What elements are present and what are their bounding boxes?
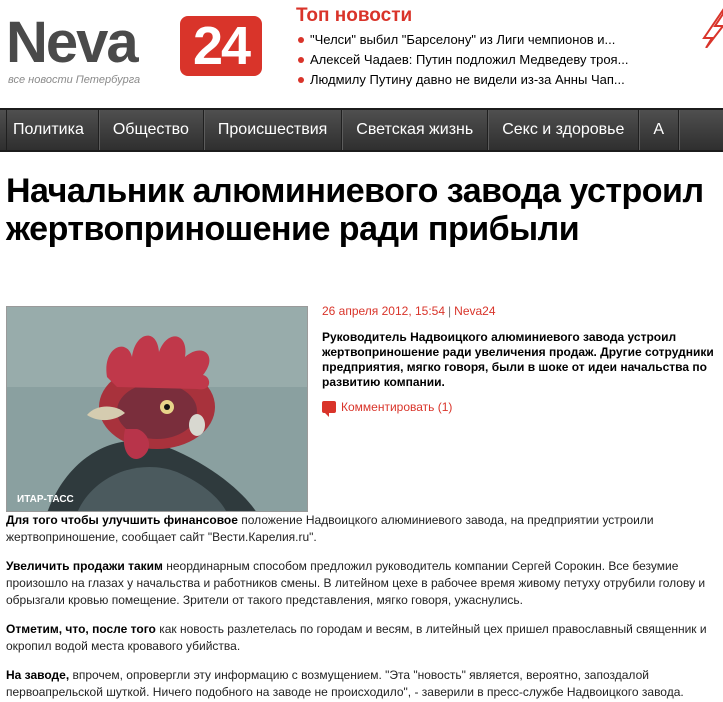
- article-lead: Руководитель Надвоицкого алюминиевого завода устроил жертвоприношение ради увеличения продаж. Другие сотрудники предприятия, мягко говоря, были в шоке от идеи начальства по развитию компании.: [322, 330, 714, 389]
- top-news-item[interactable]: [296, 30, 716, 50]
- nav-item-sex-health[interactable]: Секс и здоровье: [488, 110, 639, 150]
- red-dot-icon: [298, 37, 304, 43]
- top-news-link[interactable]: Алексей Чадаев: Путин подложил Медведеву троя...: [310, 52, 629, 67]
- top-news-block: [296, 4, 716, 90]
- article-meta: [322, 304, 496, 318]
- top-news-list: [296, 30, 716, 90]
- paragraph-text: положение Надвоицкого алюминиевого завода, на предприятии устроили жертвоприношение, сообщает сайт "Вести.Карелия.ru".: [6, 513, 654, 544]
- paragraph-text: неординарным способом предложил руководитель компании Сергей Сорокин. Все безумие произошло на глазах у начальства и работников смены. В литейном цехе в рабочее время живому петуху отрубили голову и обрызгали кровью помещение. Зрители от такого представления, мягко говоря, ужаснулись.: [6, 559, 706, 607]
- speech-bubble-icon: [322, 401, 336, 413]
- top-news-item[interactable]: [296, 50, 716, 70]
- nav-item-social-life[interactable]: Светская жизнь: [342, 110, 488, 150]
- main-nav: [0, 108, 723, 152]
- paragraph-text: впрочем, опровергли эту информацию с возмущением. "Эта "новость" является, вероятно, запоздалой первоапрельской шуткой. Ничего подобного на заводе не происходило", - заверили в пресс-службе Надвоицкого завода.: [6, 668, 684, 699]
- article-headline: Начальник алюминиевого завода устроил жертвоприношение ради прибыли: [6, 172, 704, 248]
- top-news-title: Топ новости: [296, 5, 413, 26]
- logo-number-badge: 24: [180, 16, 262, 76]
- site-logo[interactable]: [4, 6, 266, 92]
- article-source[interactable]: Neva24: [454, 304, 496, 318]
- nav-item-more[interactable]: А: [639, 110, 679, 150]
- article-paragraph: [6, 558, 718, 609]
- logo-wordmark: Neva: [6, 10, 137, 75]
- red-dot-icon: [298, 57, 304, 63]
- top-news-link[interactable]: "Челси" выбил "Барселону" из Лиги чемпионов и...: [310, 32, 616, 47]
- paragraph-text: как новость разлетелась по городам и весям, в литейный цех пришел православный священник и окропил водой места кровавого убийства.: [6, 622, 707, 653]
- nav-item-incidents[interactable]: Происшествия: [204, 110, 342, 150]
- nav-item-society[interactable]: Общество: [99, 110, 204, 150]
- top-news-link[interactable]: Людмилу Путину давно не видели из-за Анны Чап...: [310, 72, 625, 87]
- article-photo[interactable]: [6, 306, 308, 512]
- article-paragraph: [6, 621, 718, 655]
- paragraph-lead-bold: Увеличить продажи таким: [6, 559, 163, 573]
- photo-credit: ИТАР-ТАСС: [17, 494, 74, 505]
- paragraph-lead-bold: Отметим, что, после того: [6, 622, 156, 636]
- article-body: [6, 512, 718, 702]
- nav-item-politics[interactable]: Политика: [6, 110, 99, 150]
- paragraph-lead-bold: На заводе,: [6, 668, 70, 682]
- red-arrow-icon: [698, 8, 723, 48]
- article-paragraph: [6, 512, 718, 546]
- rooster-photo-illustration: [7, 307, 308, 512]
- red-dot-icon: [298, 77, 304, 83]
- article-date: 26 апреля 2012, 15:54: [322, 304, 446, 318]
- comment-link[interactable]: [322, 400, 452, 414]
- paragraph-lead-bold: Для того чтобы улучшить финансовое: [6, 513, 238, 527]
- article-paragraph: [6, 667, 718, 701]
- top-news-item[interactable]: [296, 70, 716, 90]
- meta-separator: |: [448, 304, 452, 318]
- comment-link-label[interactable]: Комментировать (1): [341, 400, 453, 414]
- logo-tagline: все новости Петербурга: [8, 74, 141, 86]
